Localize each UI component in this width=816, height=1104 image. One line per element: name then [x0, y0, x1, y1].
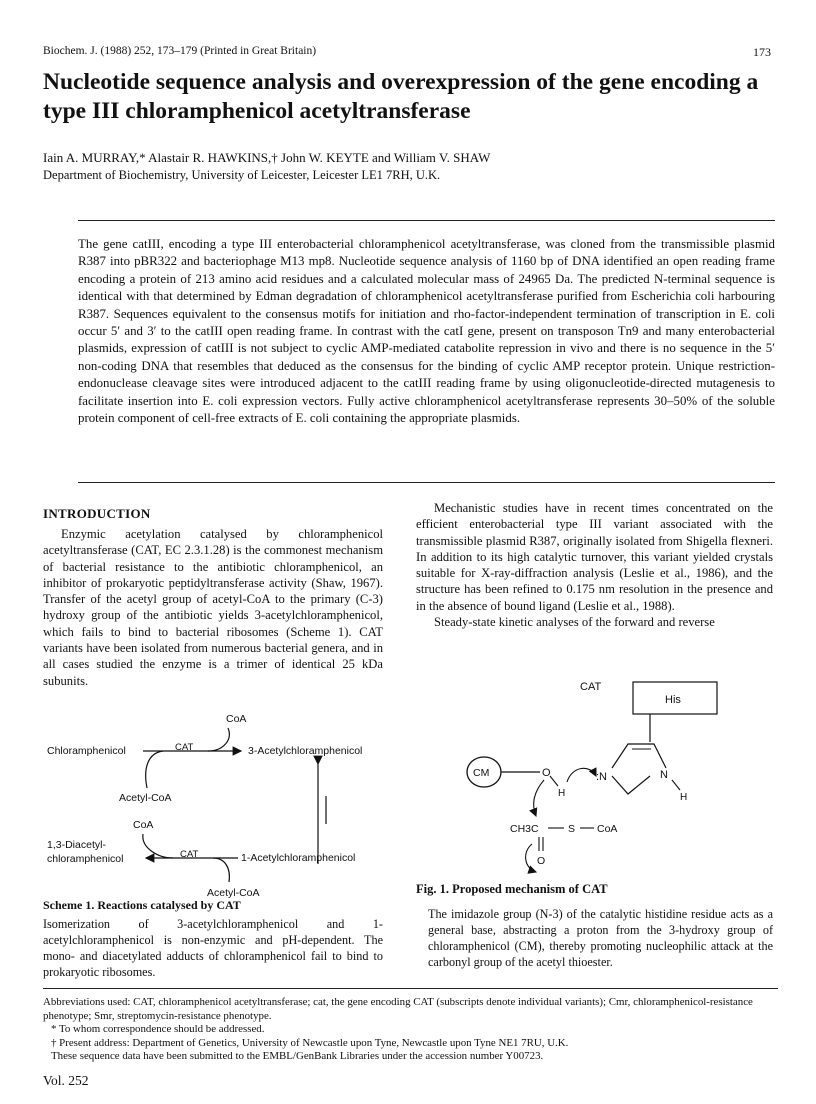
imidazole-ring — [612, 744, 666, 794]
scheme-label-3-acetyl: 3-Acetylchloramphenicol — [248, 745, 363, 757]
affiliation: Department of Biochemistry, University of Leicester, Leicester LE1 7RH, U.K. — [43, 168, 441, 182]
page-number: 173 — [753, 45, 771, 59]
proton-transfer-arrow — [567, 768, 596, 782]
figure-label-cm: CM — [473, 767, 490, 779]
figure-label-h1: H — [558, 788, 566, 799]
figure-label-his: His — [665, 694, 681, 706]
intro-paragraph-3: Steady-state kinetic analyses of the forward and reverse — [434, 615, 715, 630]
figure-1-caption: Fig. 1. Proposed mechanism of CAT — [416, 882, 608, 896]
volume-footer: Vol. 252 — [43, 1073, 89, 1088]
footnote-correspondence: * To whom correspondence should be addressed. — [51, 1023, 265, 1035]
scheme-label-1-acetyl: 1-Acetylchloramphenicol — [241, 852, 356, 864]
scheme-1-caption: Scheme 1. Reactions catalysed by CAT — [43, 898, 241, 912]
article-title: Nucleotide sequence analysis and overexpression of the gene encoding a type III chloramphenicol acetyltransferase — [43, 69, 759, 124]
footnotes — [43, 996, 778, 1064]
abstract-text: The gene catIII, encoding a type III enterobacterial chloramphenicol acetyltransferase, was cloned from the transmissible plasmid R387 into pBR322 and bacteriophage M13 mp8. Nucleotide sequence analysis of 1160 bp of DNA identified an open reading frame encoding a protein of 213 amino acid residues and a calculated molecular mass of 24965 Da. The predicted N-terminal sequence is identical with that determined by Edman degradation of chloramphenicol acetyltransferase purified from Escherichia coli harbouring R387. Sequences equivalent to the consensus motifs for initiation and rho-factor-independent termination of transcription in E. coli occur 5′ and 3′ to the catIII open reading frame. In contrast with the catI gene, present on transposon Tn9 and many enterobacterial plasmids, expression of catIII is not subject to cyclic AMP-mediated catabolite repression in vivo and there is no sequence in the 5′ non-coding DNA that resembles that deduced as the consensus for the binding of cyclic AMP receptor protein. Unique restriction-endonuclease cleavage sites were introduced adjacent to the catIII reading frame by using oligonucleotide-directed mutagenesis to facilitate insertion into E. coli expression vectors. Fully active chloramphenicol acetyltransferase represents 30–50% of the soluble protein component of cell-free extracts of E. coli containing the appropriate plasmids. — [78, 237, 775, 426]
author-list: Iain A. MURRAY,* Alastair R. HAWKINS,† John W. KEYTE and William V. SHAW — [43, 150, 491, 165]
scheme-label-chloramphenicol: Chloramphenicol — [47, 745, 126, 757]
figure-label-n1: N — [660, 769, 668, 781]
figure-1-note: The imidazole group (N-3) of the catalytic histidine residue acts as a general base, abstracting a proton from the 3-hydroxy group of chloramphenicol (CM), thereby promoting nucleophilic attack at the carbonyl group of the acetyl thioester. — [428, 907, 773, 969]
figure-label-o2: O — [537, 855, 546, 867]
figure-label-cat: CAT — [580, 681, 602, 693]
n-h-bond — [672, 780, 680, 790]
figure-label-coa: CoA — [597, 823, 618, 835]
scheme-curve-acetylcoa-top — [146, 751, 163, 788]
scheme-1-note: Isomerization of 3-acetylchloramphenicol and 1-acetylchloramphenicol is non-enzymic and pH-dependent. The mono- and diacetylated adducts of chloramphenicol fail to bind to prokaryotic ribosomes. — [43, 917, 383, 979]
section-heading-introduction: INTRODUCTION — [43, 506, 151, 521]
scheme-curve-coa-bottom — [143, 834, 173, 858]
nucleophilic-attack-arrow — [534, 780, 544, 816]
scheme-label-coa-top: CoA — [226, 713, 247, 725]
introduction-right-column — [416, 500, 773, 630]
figure-label-n3: :N — [596, 771, 607, 783]
figure-1-diagram — [440, 676, 740, 876]
figure-label-h2: H — [680, 792, 688, 803]
o-h-bond — [550, 776, 558, 786]
abstract-top-rule — [78, 220, 775, 221]
scheme-label-coa-bottom: CoA — [133, 819, 154, 831]
figure-label-o: O — [542, 767, 551, 779]
figure-label-ch3c: CH3C — [510, 823, 539, 835]
footnote-rule — [43, 988, 778, 989]
scheme-label-acetylcoa-bottom: Acetyl-CoA — [207, 887, 260, 898]
scheme-curve-acetylcoa-bottom — [213, 858, 229, 882]
abstract-bottom-rule — [78, 482, 775, 483]
scheme-label-cat-top: CAT — [175, 742, 194, 753]
scheme-label-cat-bottom: CAT — [180, 849, 199, 860]
figure-label-s: S — [568, 823, 576, 835]
scheme-label-diacetyl-1: 1,3-Diacetyl- — [47, 839, 106, 851]
footnote-embl: These sequence data have been submitted to the EMBL/GenBank Libraries under the accession number Y00723. — [51, 1050, 544, 1062]
scheme-curve-coa-top — [208, 728, 229, 751]
footnote-present-address: † Present address: Department of Genetics, University of Newcastle upon Tyne, Newcastle upon Tyne NE1 7RU, U.K. — [51, 1036, 569, 1049]
running-head: Biochem. J. (1988) 252, 173–179 (Printed in Great Britain) — [43, 45, 317, 57]
carbonyl-electron-arrow — [526, 844, 536, 872]
scheme-label-diacetyl-2: chloramphenicol — [47, 853, 124, 865]
intro-paragraph-1: Enzymic acetylation catalysed by chloramphenicol acetyltransferase (CAT, EC 2.3.1.28) is the commonest mechanism of bacterial resistance to the antibiotic chloramphenicol, an inhibitor of prokaryotic peptidyltransferase activity (Shaw, 1967). Transfer of the acetyl group of acetyl-CoA to the primary (C-3) hydroxy group of the antibiotic yields 3-acetylchloramphenicol, which fails to bind to bacterial ribosomes (Scheme 1). CAT variants have been isolated from numerous bacterial genera, and in all cases studied the enzyme is a trimer of identical 25 kDa subunits. — [43, 527, 383, 688]
intro-paragraph-2: Mechanistic studies have in recent times concentrated on the efficient enterobacterial type III variant associated with the transmissible plasmid R387, originally isolated from Shigella flexneri. In addition to its high catalytic turnover, this variant yielded crystals suitable for X-ray-diffraction analysis (Leslie et al., 1986), and the structure has been refined to 0.175 nm resolution in the presence and in the absence of bound ligand (Leslie et al., 1988). — [416, 501, 773, 613]
introduction-left-column — [43, 526, 383, 689]
scheme-1-diagram — [43, 706, 383, 898]
abstract — [78, 236, 775, 427]
footnote-abbreviations: Abbreviations used: CAT, chloramphenicol acetyltransferase; cat, the gene encoding CAT (subscripts denote individual variants); Cmr, chloramphenicol-resistance phenotype; Smr, streptomycin-resistance phenotype. — [43, 996, 753, 1022]
scheme-label-acetylcoa-top: Acetyl-CoA — [119, 792, 172, 804]
